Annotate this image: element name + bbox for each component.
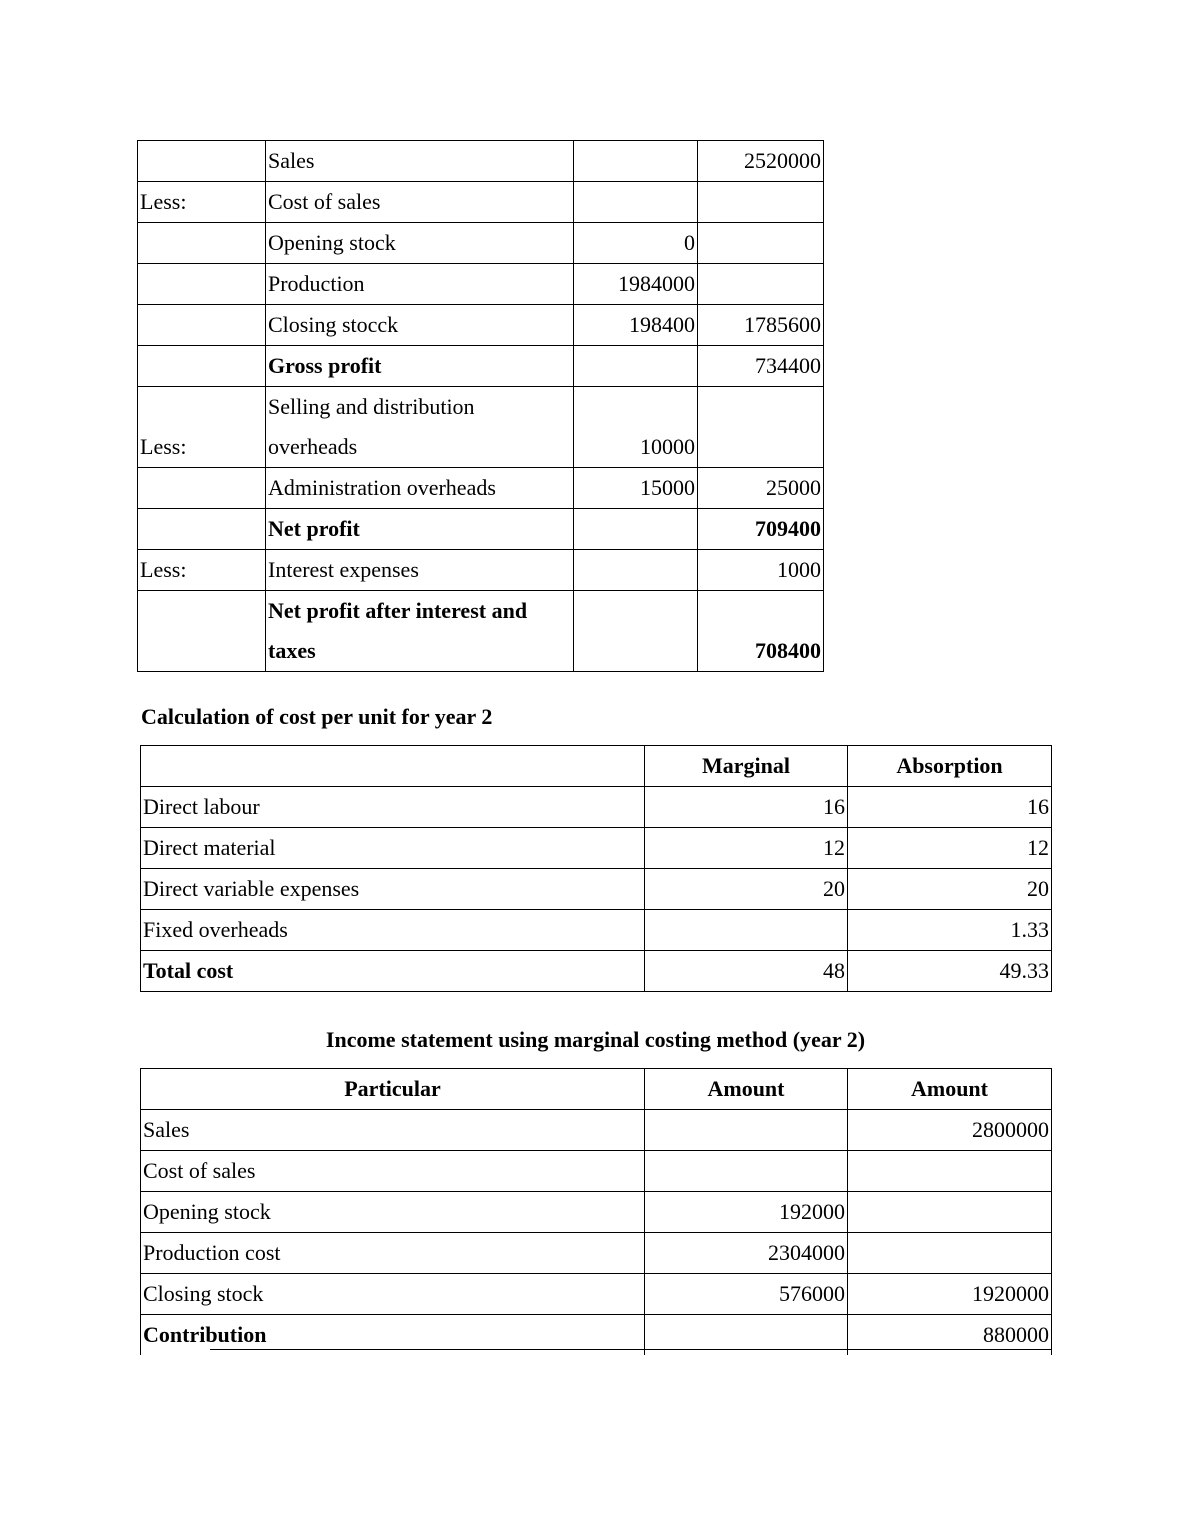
row-amount-1: 15000	[574, 468, 698, 509]
row-prefix: Less:	[138, 550, 266, 591]
table-row	[138, 223, 824, 264]
marginal-income-statement-table	[140, 1068, 1052, 1355]
row-marginal: 16	[645, 787, 848, 828]
table-row	[141, 1192, 1052, 1233]
table-row	[141, 1274, 1052, 1315]
column-header-marginal: Marginal	[645, 746, 848, 787]
table-row	[138, 591, 824, 672]
row-label: Gross profit	[266, 346, 574, 387]
row-label: Direct labour	[141, 787, 645, 828]
row-marginal: 48	[645, 951, 848, 992]
row-amount-2	[848, 1233, 1052, 1274]
row-amount-2: 734400	[698, 346, 824, 387]
table-header-row	[141, 1069, 1052, 1110]
row-absorption: 49.33	[848, 951, 1052, 992]
row-amount-1	[574, 550, 698, 591]
row-prefix	[138, 591, 266, 672]
row-prefix	[138, 509, 266, 550]
row-label: Interest expenses	[266, 550, 574, 591]
column-header-absorption: Absorption	[848, 746, 1052, 787]
table-row	[138, 550, 824, 591]
row-absorption: 20	[848, 869, 1052, 910]
row-prefix	[138, 223, 266, 264]
table-row	[138, 509, 824, 550]
row-amount-2	[698, 182, 824, 223]
row-amount-1: 10000	[574, 387, 698, 468]
table-row	[138, 468, 824, 509]
row-prefix	[138, 305, 266, 346]
row-marginal: 12	[645, 828, 848, 869]
row-label	[266, 387, 574, 468]
row-label: Cost of sales	[266, 182, 574, 223]
row-amount-2: 709400	[698, 509, 824, 550]
table-row	[141, 951, 1052, 992]
row-label: Administration overheads	[266, 468, 574, 509]
table-row	[138, 264, 824, 305]
row-amount-2	[698, 264, 824, 305]
column-header-amount: Amount	[645, 1069, 848, 1110]
row-label: Contribution	[141, 1315, 645, 1356]
row-absorption: 12	[848, 828, 1052, 869]
cost-per-unit-heading: Calculation of cost per unit for year 2	[141, 704, 493, 729]
row-label-line-2: taxes	[268, 638, 316, 663]
cost-per-unit-table	[140, 745, 1052, 992]
row-amount-2	[698, 387, 824, 468]
row-amount-1: 2304000	[645, 1233, 848, 1274]
table-row	[138, 182, 824, 223]
row-amount-1	[574, 346, 698, 387]
row-amount-1: 198400	[574, 305, 698, 346]
row-amount-1	[574, 182, 698, 223]
row-amount-1: 576000	[645, 1274, 848, 1315]
row-amount-2	[848, 1151, 1052, 1192]
table-row	[141, 910, 1052, 951]
row-amount-1	[574, 591, 698, 672]
row-prefix: Less:	[138, 182, 266, 223]
row-amount-1: 1984000	[574, 264, 698, 305]
row-label: Cost of sales	[141, 1151, 645, 1192]
row-marginal	[645, 910, 848, 951]
table-row	[141, 1233, 1052, 1274]
row-label: Sales	[141, 1110, 645, 1151]
row-amount-2: 1920000	[848, 1274, 1052, 1315]
column-header-amount: Amount	[848, 1069, 1052, 1110]
row-label: Fixed overheads	[141, 910, 645, 951]
row-absorption: 16	[848, 787, 1052, 828]
table-row	[141, 787, 1052, 828]
row-label: Net profit	[266, 509, 574, 550]
row-amount-1	[574, 141, 698, 182]
row-label: Opening stock	[266, 223, 574, 264]
income-statement-table	[137, 140, 824, 672]
row-prefix: Less:	[138, 387, 266, 468]
row-amount-2	[848, 1192, 1052, 1233]
row-amount-2	[698, 223, 824, 264]
row-label: Production cost	[141, 1233, 645, 1274]
row-amount-2: 25000	[698, 468, 824, 509]
row-prefix	[138, 141, 266, 182]
row-absorption: 1.33	[848, 910, 1052, 951]
table-bottom-border	[210, 1349, 1051, 1350]
table-row	[138, 346, 824, 387]
table-row	[141, 869, 1052, 910]
row-label-line-2: overheads	[268, 434, 358, 459]
table-row	[138, 305, 824, 346]
row-label: Closing stock	[141, 1274, 645, 1315]
table-row	[141, 1151, 1052, 1192]
row-amount-2: 2520000	[698, 141, 824, 182]
row-amount-1: 0	[574, 223, 698, 264]
row-label-line-1: Net profit after interest and	[268, 598, 528, 623]
row-label: Direct material	[141, 828, 645, 869]
row-amount-1	[574, 509, 698, 550]
row-marginal: 20	[645, 869, 848, 910]
table-row	[138, 387, 824, 468]
row-label-line-1: Selling and distribution	[268, 394, 475, 419]
row-amount-2: 880000	[848, 1315, 1052, 1356]
row-prefix	[138, 468, 266, 509]
row-label: Direct variable expenses	[141, 869, 645, 910]
row-label: Opening stock	[141, 1192, 645, 1233]
table-row	[141, 1110, 1052, 1151]
row-label: Total cost	[141, 951, 645, 992]
row-label: Closing stocck	[266, 305, 574, 346]
row-amount-1: 192000	[645, 1192, 848, 1233]
row-amount-1	[645, 1151, 848, 1192]
row-prefix	[138, 264, 266, 305]
row-amount-2: 2800000	[848, 1110, 1052, 1151]
column-header-particular: Particular	[141, 1069, 645, 1110]
table-header-row	[141, 746, 1052, 787]
row-amount-2: 1000	[698, 550, 824, 591]
table-row	[141, 828, 1052, 869]
marginal-income-statement-heading: Income statement using marginal costing method (year 2)	[325, 1027, 866, 1052]
column-header	[141, 746, 645, 787]
row-amount-1	[645, 1110, 848, 1151]
row-label: Sales	[266, 141, 574, 182]
row-amount-2: 708400	[698, 591, 824, 672]
row-prefix	[138, 346, 266, 387]
row-amount-2: 1785600	[698, 305, 824, 346]
table-row	[138, 141, 824, 182]
row-label	[266, 591, 574, 672]
row-label: Production	[266, 264, 574, 305]
